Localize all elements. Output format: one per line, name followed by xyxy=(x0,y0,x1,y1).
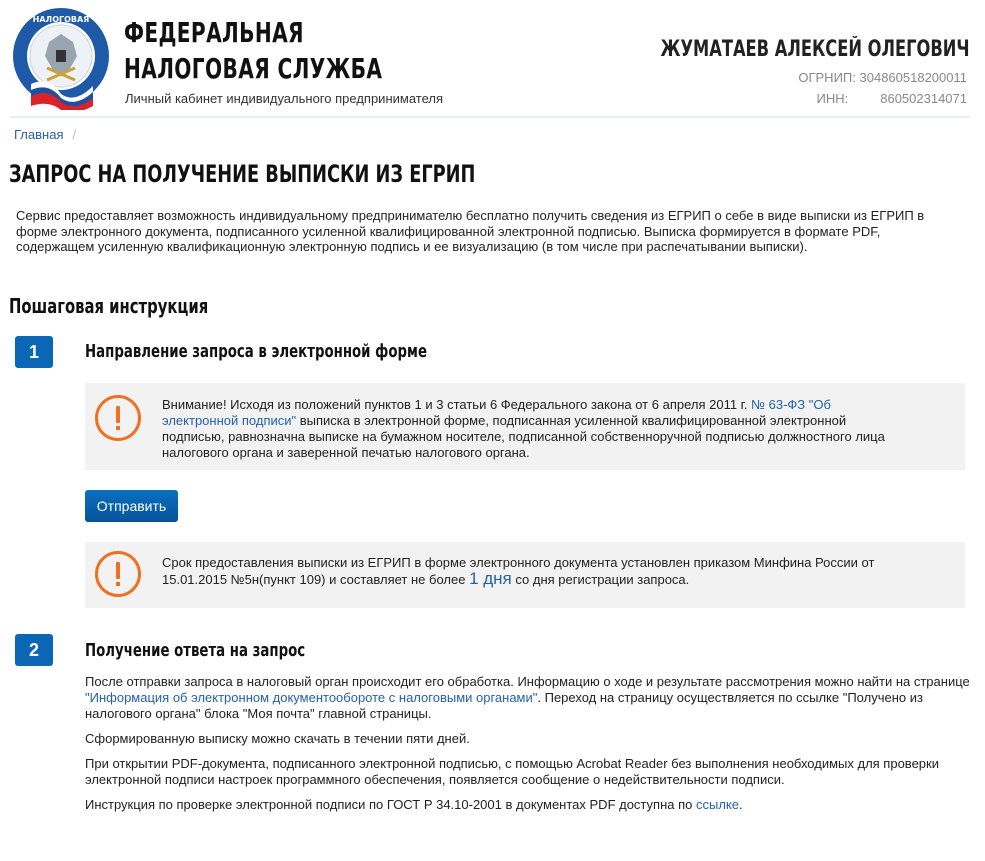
legal-notice-text-after: выписка в электронной форме, подписанная усиленной квалифицированной электронной подписью, равнозначна выписке на бумажном носителе, подписанной собственноручной подписью должностного лица налогового органа и заверенной печатью налогового органа. xyxy=(162,413,885,460)
p1-text-before: После отправки запроса в налоговый орган происходит его обработка. Информацию о ходе и результате рассмотрения можно найти на странице xyxy=(85,674,970,689)
warning-circle-icon xyxy=(95,551,141,597)
step-2-body xyxy=(85,674,975,822)
inn-row xyxy=(817,91,968,106)
send-request-button[interactable]: Отправить xyxy=(85,490,178,522)
svg-text:НАЛОГОВАЯ: НАЛОГОВАЯ xyxy=(32,15,90,24)
brand-subtitle: Личный кабинет индивидуального предпринимателя xyxy=(125,91,443,106)
breadcrumb xyxy=(14,127,76,142)
brand-title-line1: ФЕДЕРАЛЬНАЯ xyxy=(124,16,304,49)
header-divider xyxy=(10,116,970,118)
p1-text-after: . Переход на страницу осуществляется по ссылке "Получено из налогового органа" блока "Моя почта" главной страницы. xyxy=(85,690,923,721)
deadline-text-before: Срок предоставления выписки из ЕГРИП в форме электронного документа установлен приказом Минфина России от 15.01.2015 №5н(пункт 109) и составляет не более xyxy=(162,555,875,587)
inn-value: 860502314071 xyxy=(880,91,967,106)
ogrnip-row xyxy=(798,70,967,85)
deadline-highlight: 1 дня xyxy=(469,569,512,588)
step-1-badge: 1 xyxy=(15,336,53,368)
breadcrumb-separator: / xyxy=(72,127,77,142)
deadline-notice xyxy=(85,542,965,608)
fns-logo-icon[interactable] xyxy=(9,6,113,110)
deadline-notice-text xyxy=(162,555,902,588)
law-63fz-link[interactable]: № 63-ФЗ "Об электронной подписи" xyxy=(162,397,831,428)
p4-text-after: . xyxy=(738,797,743,812)
steps-heading: Пошаговая инструкция xyxy=(9,294,209,318)
ogrnip-value: 304860518200011 xyxy=(859,70,967,85)
signature-instruction-link[interactable]: ссылке xyxy=(695,797,739,812)
header xyxy=(0,0,985,116)
step-2-paragraph-1 xyxy=(85,674,975,722)
step-2-badge: 2 xyxy=(15,634,53,666)
user-name: ЖУМАТАЕВ АЛЕКСЕЙ ОЛЕГОВИЧ xyxy=(661,37,970,62)
breadcrumb-home-link[interactable]: Главная xyxy=(14,127,64,142)
step-2-paragraph-2: Сформированную выписку можно скачать в течении пяти дней. xyxy=(85,731,470,746)
ogrnip-label: ОГРНИП: xyxy=(798,70,856,85)
step-2-paragraph-4 xyxy=(85,797,975,813)
inn-label: ИНН: xyxy=(816,91,849,106)
page-title: ЗАПРОС НА ПОЛУЧЕНИЕ ВЫПИСКИ ИЗ ЕГРИП xyxy=(9,160,476,188)
legal-notice-text-before: Внимание! Исходя из положений пунктов 1 и 3 статьи 6 Федерального закона от 6 апреля 2011 г. xyxy=(162,397,752,412)
brand-title-line2: НАЛОГОВАЯ СЛУЖБА xyxy=(124,52,383,85)
step-2-title: Получение ответа на запрос xyxy=(85,640,306,661)
p4-text-before: Инструкция по проверке электронной подписи по ГОСТ Р 34.10-2001 в документах PDF доступна по xyxy=(85,797,696,812)
step-2-paragraph-3: При открытии PDF-документа, подписанного электронной подписью, с помощью Acrobat Reader без выполнения необходимых для проверки электронной подписи настроек программного обеспечения, появляется сообщение о недействительности подписи. xyxy=(85,756,939,787)
deadline-text-after: со дня регистрации запроса. xyxy=(511,572,690,587)
step-1-title: Направление запроса в электронной форме xyxy=(85,341,427,362)
intro-text: Сервис предоставляет возможность индивидуальному предпринимателю бесплатно получить сведения из ЕГРИП о себе в виде выписки из ЕГРИП в форме электронного документа, подписанного усиленной квалифицированной электронной подписью. Выписка формируется в формате PDF, содержащем усиленную квалификационную электронную подпись и ее визуализацию (в том числе при распечатывании выписки). xyxy=(16,208,925,254)
legal-notice-text xyxy=(162,397,902,461)
warning-circle-icon xyxy=(95,395,141,441)
legal-notice xyxy=(85,383,965,470)
edo-info-link[interactable]: "Информация об электронном документообороте с налоговыми органами" xyxy=(85,690,538,705)
